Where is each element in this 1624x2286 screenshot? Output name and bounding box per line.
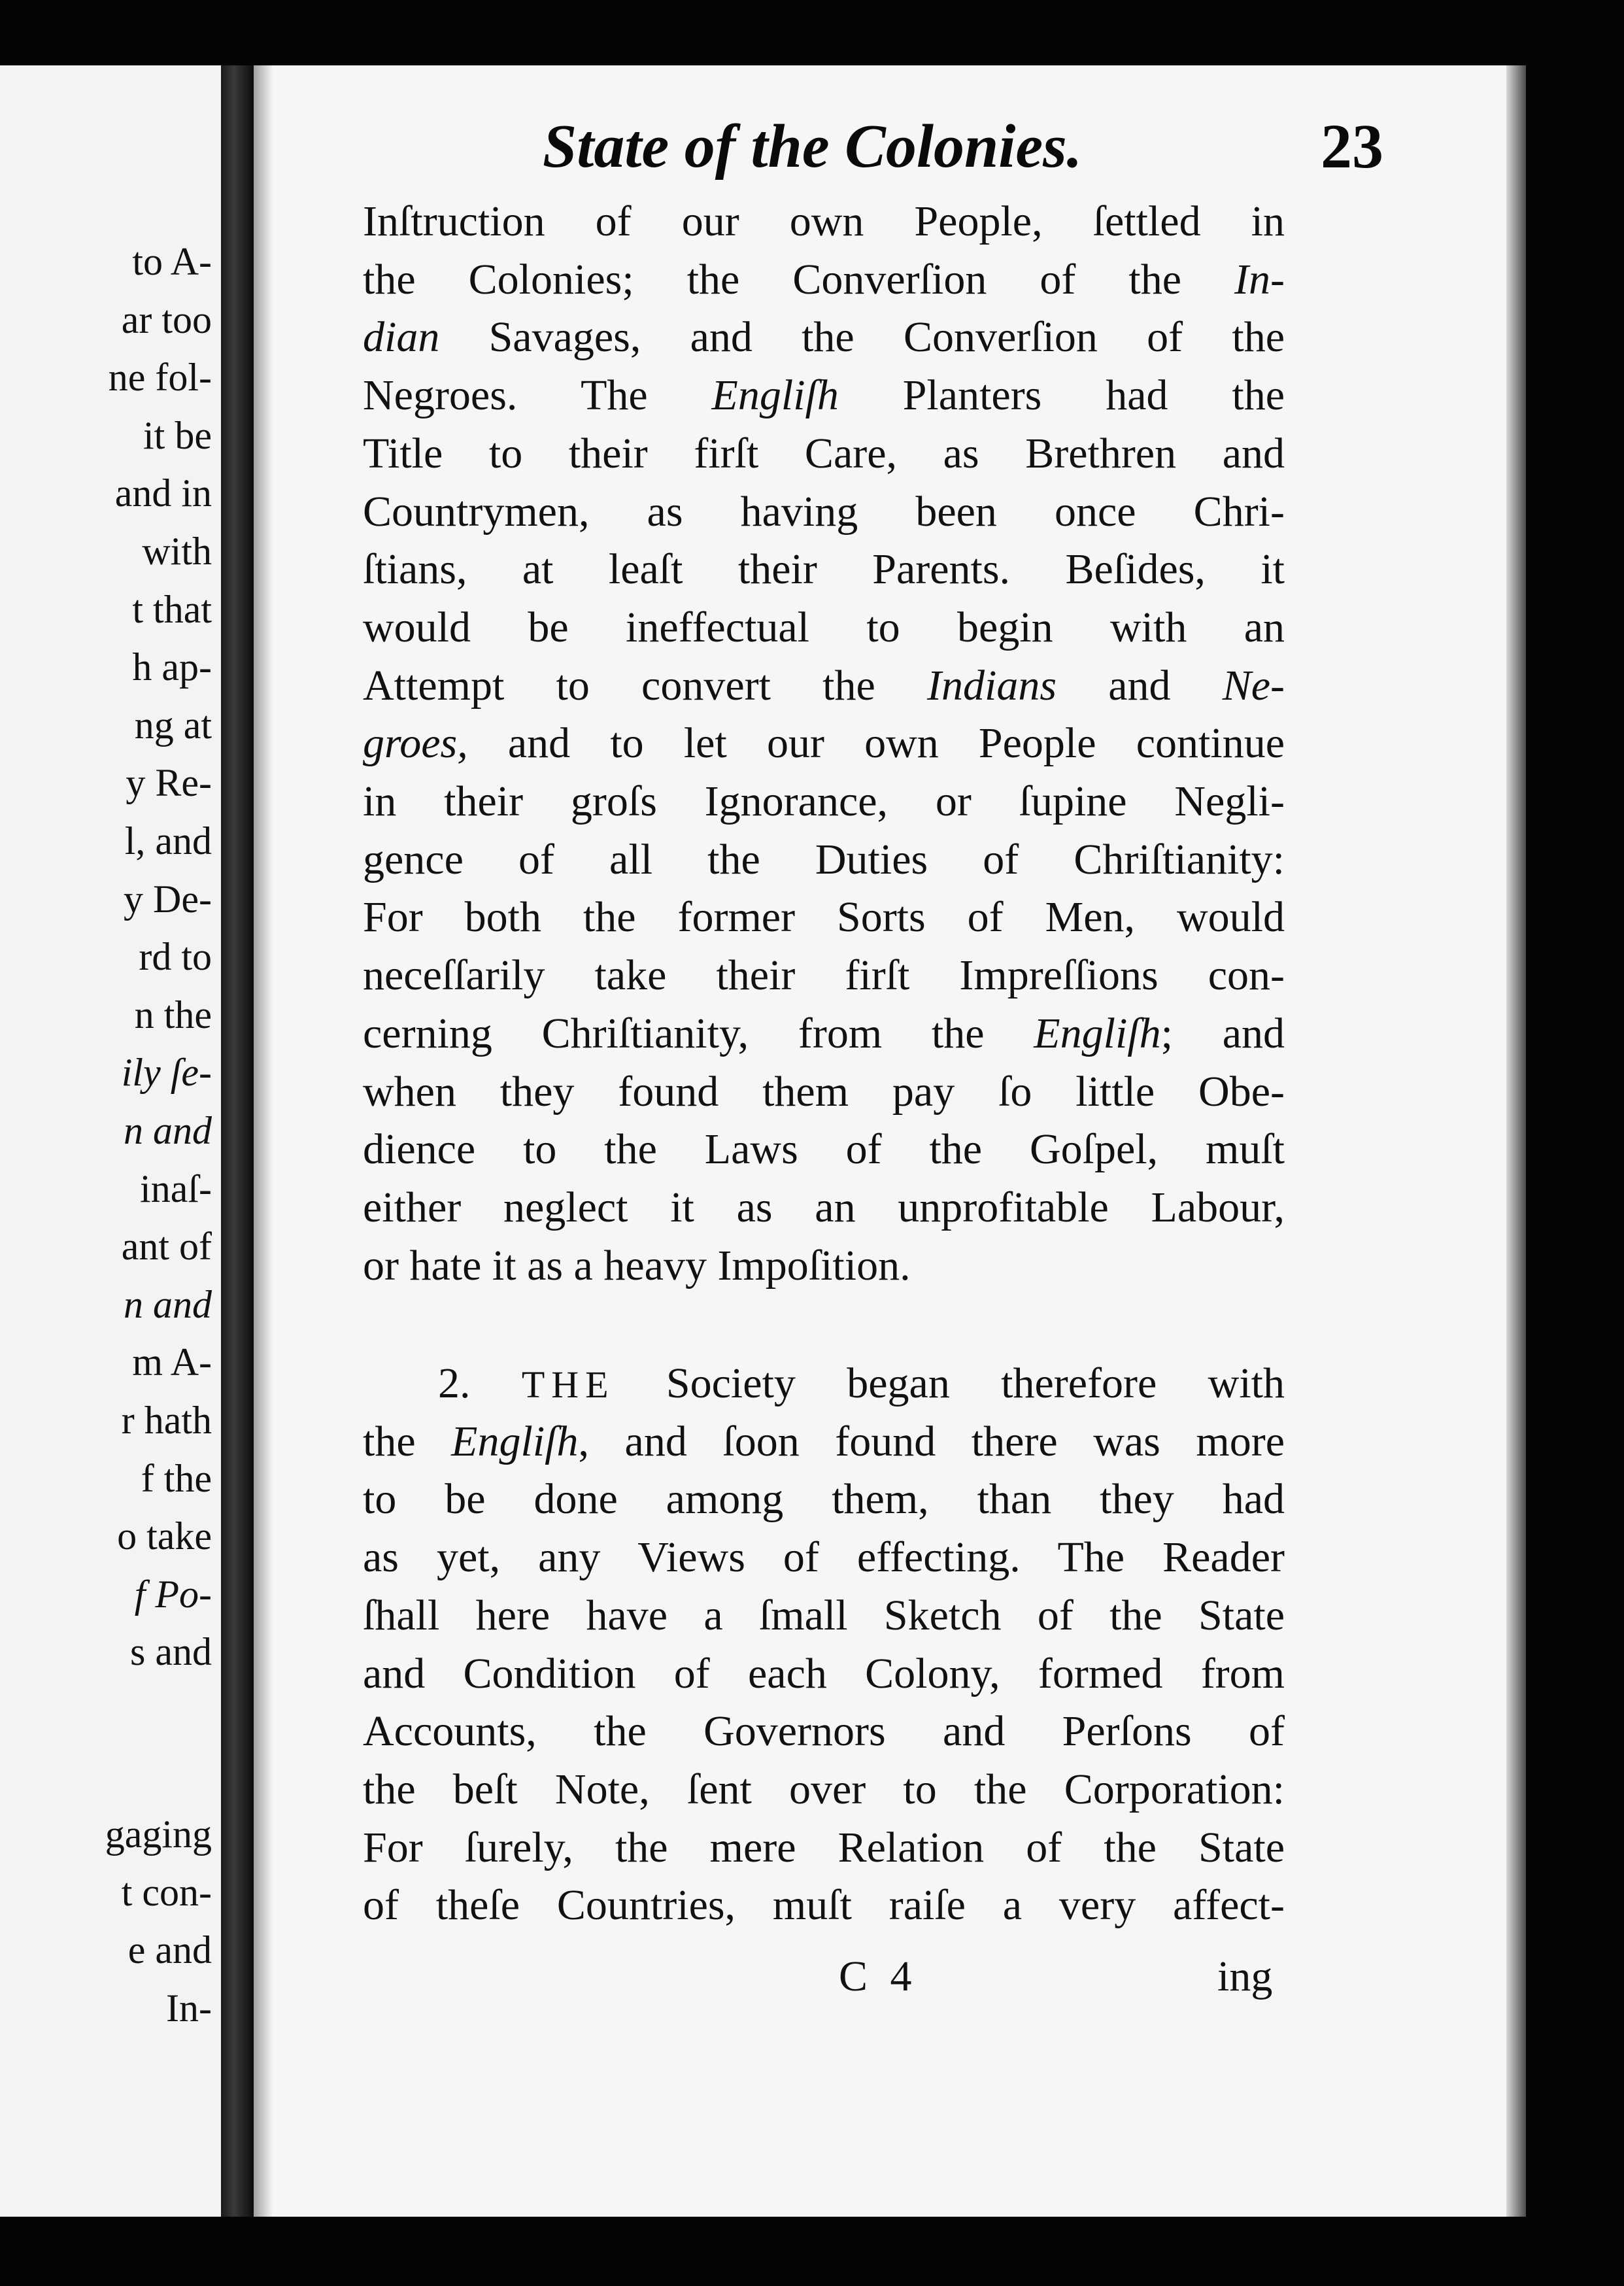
left-page-fragment: ne fol- [108, 356, 212, 399]
text-line [363, 367, 1285, 424]
italic-word: Ne- [1222, 662, 1285, 709]
text-line [363, 309, 1285, 366]
left-page-fragment: ily ſe- [121, 1051, 212, 1094]
left-page-fragment: ant of [121, 1225, 212, 1268]
left-page-fragment: m A- [132, 1340, 212, 1384]
left-page-fragment: n and [124, 1283, 212, 1326]
italic-word: Engliſh [1034, 1010, 1161, 1057]
text-run: the beſt Note, ſent over to the Corporation: [363, 1766, 1285, 1813]
text-run: ; and [1160, 1010, 1285, 1057]
text-line [363, 193, 1285, 250]
left-page-fragment: h ap- [132, 645, 212, 689]
text-run: 2. [438, 1359, 522, 1407]
text-run: the [363, 1418, 452, 1465]
text-run: THE [521, 1363, 615, 1406]
left-page-fragment: l, and [124, 819, 212, 862]
text-run: ſhall here have a ſmall Sketch of the State [363, 1592, 1285, 1639]
text-run: Attempt to convert the [363, 662, 927, 709]
text-run: as yet, any Views of effecting. The Reader [363, 1533, 1285, 1581]
text-run: and to let our own People continue [467, 719, 1285, 767]
text-run: dience to the Laws of the Goſpel, muſt [363, 1125, 1285, 1173]
text-line [363, 1005, 1285, 1063]
italic-word: Engliſh [451, 1418, 579, 1465]
italic-word: In- [1234, 256, 1285, 303]
text-run: in their groſs Ignorance, or ſupine Negli- [363, 777, 1285, 825]
gutter-shadow [254, 65, 273, 2217]
text-run: neceſſarily take their firſt Impreſſions con- [363, 951, 1285, 999]
text-run: Savages, and the Converſion of the [439, 313, 1285, 361]
text-line [363, 1121, 1285, 1178]
text-run: , and ſoon found there was more [578, 1418, 1285, 1465]
text-line [363, 1877, 1285, 1934]
text-line [363, 1761, 1285, 1818]
text-line [363, 1471, 1285, 1528]
text-line [363, 715, 1285, 772]
italic-word: Indians [927, 662, 1057, 709]
text-line [363, 831, 1285, 889]
text-run: when they found them pay ſo little Obe- [363, 1068, 1285, 1116]
running-title: State of the Colonies. [543, 112, 1083, 180]
left-page-fragment: t con- [121, 1871, 212, 1914]
text-run: the Colonies; the Converſion of the [363, 256, 1235, 303]
text-run: Countrymen, as having been once Chri- [363, 488, 1285, 536]
text-line [363, 483, 1285, 541]
left-page-fragment: and in [114, 471, 212, 515]
left-page-fragment: ar too [121, 298, 212, 341]
left-page-fragment: r hath [121, 1399, 212, 1442]
text-line [363, 889, 1285, 946]
left-page-fragment: rd to [139, 935, 212, 978]
text-run: Negroes. The [363, 371, 712, 419]
left-page-fragment: it be [143, 414, 212, 457]
left-page-fragment: n and [124, 1109, 212, 1152]
left-page-fragment: ng at [134, 704, 212, 747]
left-page-fragment: gaging [105, 1813, 212, 1856]
text-line [363, 1529, 1285, 1586]
catchword: ing [1217, 1953, 1273, 2000]
text-run: gence of all the Duties of Chriſtianity: [363, 836, 1285, 883]
left-page-fragment: with [142, 530, 212, 573]
text-line [363, 947, 1285, 1004]
text-run: cerning Chriſtianity, from the [363, 1010, 1034, 1057]
italic-word: Engliſh [711, 371, 839, 419]
page-edge [1506, 65, 1526, 2217]
left-page-fragment: y Re- [126, 761, 212, 804]
text-line [363, 1413, 1285, 1471]
left-page-fragment: y De- [124, 878, 212, 921]
text-run: and [1057, 662, 1223, 709]
left-page-fragment: s and [130, 1630, 212, 1673]
left-page-fragment: In- [166, 1987, 212, 2030]
text-run: of theſe Countries, muſt raiſe a very affect- [363, 1881, 1285, 1929]
text-line [363, 657, 1285, 715]
text-line [363, 1645, 1285, 1703]
text-run: to be done among them, than they had [363, 1475, 1285, 1523]
text-line [363, 1237, 1285, 1295]
text-run: or hate it as a heavy Impoſition. [363, 1242, 911, 1289]
text-line [363, 251, 1285, 309]
left-page-fragment: f the [141, 1457, 212, 1500]
text-run: Planters had the [838, 371, 1285, 419]
text-line [363, 599, 1285, 657]
text-line [363, 541, 1285, 598]
text-line [363, 1819, 1285, 1877]
left-page-fragment: e and [127, 1928, 212, 1971]
left-page-fragment: t that [132, 588, 212, 631]
text-run: Accounts, the Governors and Perſons of [363, 1707, 1285, 1755]
text-run: For ſurely, the mere Relation of the State [363, 1824, 1285, 1871]
left-page-fragment: inaſ- [140, 1167, 212, 1210]
left-page-fragment: o take [117, 1514, 212, 1558]
text-line [363, 1355, 1285, 1412]
text-line [363, 1063, 1285, 1121]
signature-mark: C 4 [839, 1953, 912, 2000]
text-run: ſtians, at leaſt their Parents. Beſides, it [363, 545, 1285, 593]
left-page-fragment: f Po- [134, 1573, 212, 1616]
text-line [363, 1587, 1285, 1645]
text-run: either neglect it as an unprofitable Labour, [363, 1184, 1285, 1231]
left-page-fragment: n the [134, 993, 212, 1036]
text-run: Inſtruction of our own People, ſettled in [363, 197, 1285, 245]
text-run: Society began therefore with [615, 1359, 1285, 1407]
text-run: For both the former Sorts of Men, would [363, 893, 1285, 941]
italic-word: dian [363, 313, 440, 361]
italic-word: groes, [363, 719, 468, 767]
text-run: Title to their firſt Care, as Brethren and [363, 430, 1285, 477]
book-gutter [221, 65, 254, 2217]
left-page-fragment: to A- [132, 240, 212, 283]
text-line [363, 1703, 1285, 1760]
text-line [363, 425, 1285, 483]
text-run: would be ineffectual to begin with an [363, 604, 1285, 651]
page-number: 23 [1321, 111, 1383, 181]
text-line [363, 1179, 1285, 1237]
text-line [363, 773, 1285, 830]
text-run: and Condition of each Colony, formed from [363, 1650, 1285, 1697]
